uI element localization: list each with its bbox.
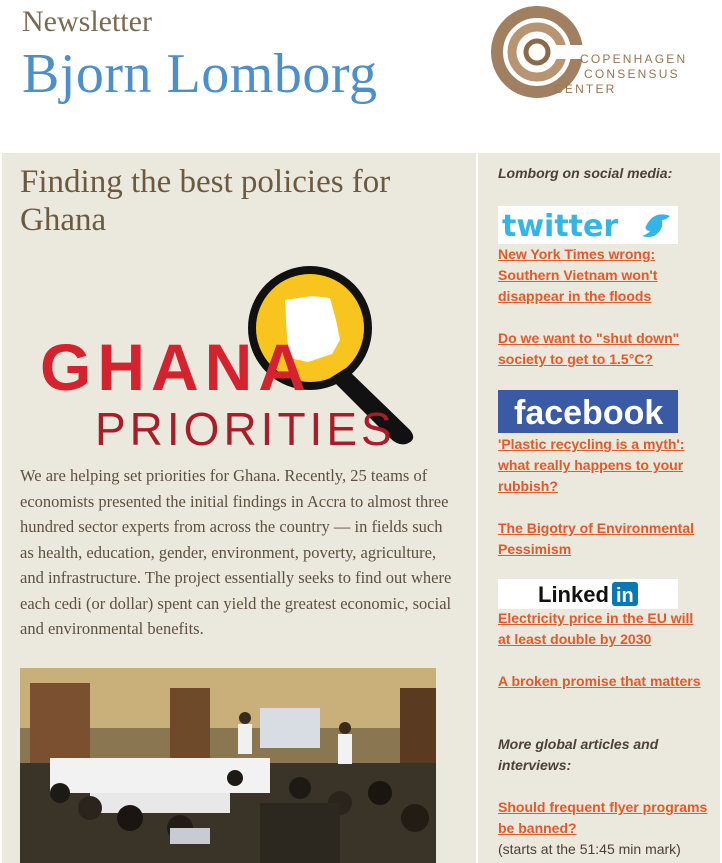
facebook-word: facebook (514, 394, 664, 432)
link-shut-down-society[interactable]: Do we want to "shut down" society to get to 1.5°C? (498, 330, 680, 367)
newsletter-name: Bjorn Lomborg (22, 43, 378, 105)
link-electricity-price[interactable]: Electricity price in the EU will at least double by 2030 (498, 610, 694, 647)
social-media-heading: Lomborg on social media: (498, 165, 673, 181)
link-broken-promise[interactable]: A broken promise that matters (498, 673, 701, 689)
newsletter-header (0, 0, 722, 150)
timestamp-note: (starts at the 51:45 min mark) (498, 841, 681, 857)
conference-photo (20, 668, 436, 863)
priorities-word: PRIORITIES (95, 403, 396, 453)
linkedin-word: Linked (538, 582, 609, 607)
linkedin-icon (498, 579, 678, 609)
facebook-logo[interactable] (498, 390, 678, 433)
link-plastic-recycling[interactable]: 'Plastic recycling is a myth': what really happens to your rubbish? (498, 436, 685, 494)
article-title: Finding the best policies for Ghana (20, 164, 391, 238)
linkedin-in: in (616, 585, 634, 607)
linkedin-logo[interactable] (498, 579, 678, 609)
twitter-icon (498, 206, 678, 244)
link-bigotry-pessimism[interactable]: The Bigotry of Environmental Pessimism (498, 520, 695, 557)
newsletter-label: Newsletter (22, 5, 152, 38)
twitter-word: twitter (502, 209, 619, 244)
main-column (2, 153, 476, 863)
logo-line-2: CONSENSUS (584, 67, 680, 81)
copenhagen-consensus-logo[interactable] (490, 5, 710, 100)
facebook-icon (498, 390, 678, 433)
sidebar (478, 153, 720, 863)
logo-text (554, 52, 688, 97)
ghana-word: GHANA (40, 330, 312, 404)
more-articles-heading: More global articles and interviews: (498, 736, 659, 773)
link-frequent-flyer[interactable]: Should frequent flyer programs be banned? (498, 799, 708, 836)
ghana-priorities-logo (40, 258, 425, 453)
logo-line-1: COPENHAGEN (580, 52, 688, 66)
link-nyt-vietnam[interactable]: New York Times wrong: Southern Vietnam won't disappear in the floods (498, 246, 658, 304)
twitter-logo[interactable] (498, 206, 678, 244)
article-body: We are helping set priorities for Ghana. Recently, 25 teams of economists presented the initial findings in Accra to almost three hundred sector experts from across the country — in fields such as health, education, gender, environment, poverty, agriculture, and infrastructure. The project essentially seeks to find out where each cedi (or dollar) spent can yield the greatest economic, social and environmental benefits. (20, 466, 452, 638)
logo-line-3: CENTER (554, 82, 617, 96)
